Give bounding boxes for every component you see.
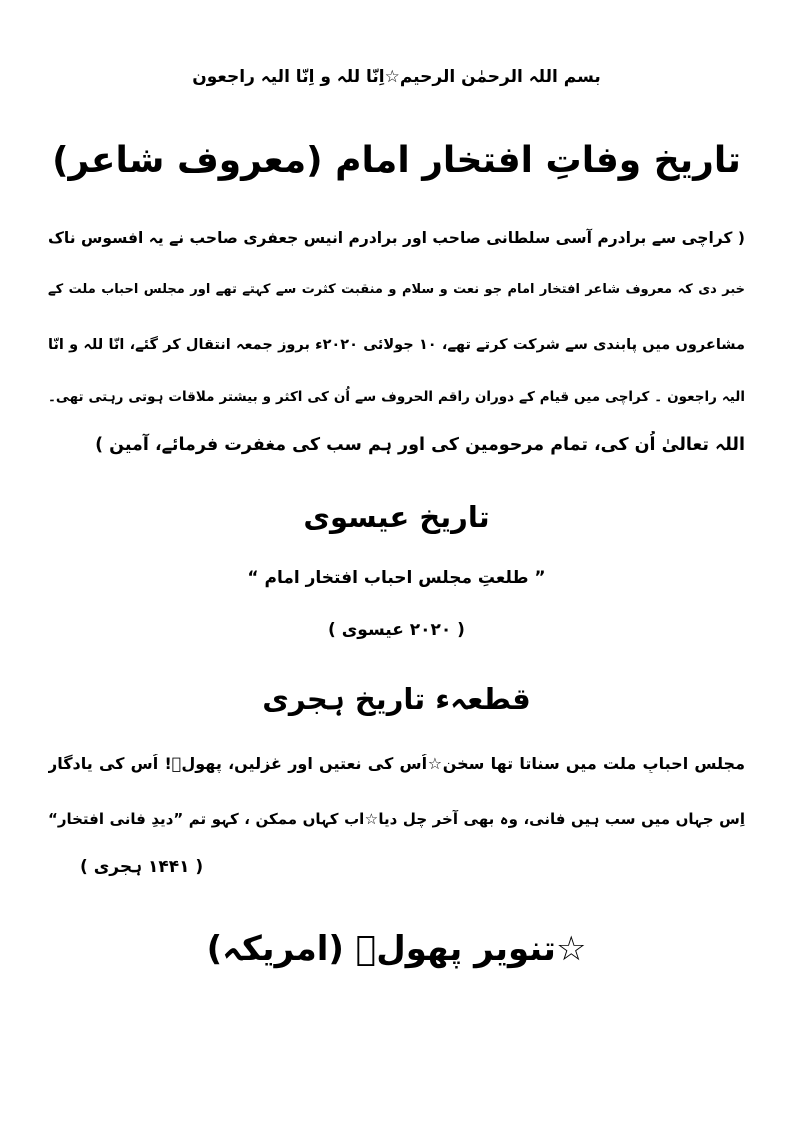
signature: ☆تنویر پھولؔ (امریکہ)	[206, 929, 587, 969]
hijri-heading: قطعہء تاریخ ہجری	[262, 682, 531, 716]
gregorian-phrase: ” طلعتِ مجلسِ احباب افتخار امام “	[247, 568, 546, 588]
intro-line-5: اللہ تعالیٰ اُن کی، تمام مرحومین کی اور ہم سب کی مغفرت فرمائے، آمین )	[95, 435, 745, 455]
intro-line-2: خبر دی کہ معروف شاعر افتخار امام جو نعت و سلام و منقبت کثرت سے کہتے تھے اور مجلس احباب ملت کے	[48, 282, 745, 297]
poem-line-1: مجلسِ احبابِ ملت میں سناتا تھا سخن☆اُس کی نعتیں اور غزلیں، پھولؔ! اُس کی یادگار	[48, 754, 745, 773]
gregorian-heading: تاریخ عیسوی	[303, 500, 490, 534]
poem-line-2: اِس جہاں میں سب ہیں فانی، وہ بھی آخر چل دیا☆اب کہاں ممکن ، کہو تم ”دیدِ فانی افتخار“	[48, 810, 745, 828]
intro-line-3: مشاعروں میں پابندی سے شرکت کرتے تھے، ۱۰ جولائی ۲۰۲۰ء بروز جمعہ انتقال کر گئے، انّا للہ و انّا	[48, 337, 745, 353]
hijri-year: ( ۱۴۴۱ ہجری )	[80, 857, 204, 877]
intro-line-4: الیہ راجعون ۔ کراچی میں قیام کے دوران راقم الحروف سے اُن کی اکثر و بیشتر ملاقات ہوتی رہتی تھی۔	[48, 389, 745, 405]
intro-line-1: ( کراچی سے برادرم آسی سلطانی صاحب اور برادرم انیس جعفری صاحب نے یہ افسوس ناک	[48, 229, 745, 247]
gregorian-year: ( ۲۰۲۰ عیسوی )	[328, 620, 465, 640]
page-title: تاریخِ وفاتِ افتخار امام (معروف شاعر)	[52, 140, 741, 181]
bismillah-line: بسم اللہ الرحمٰن الرحیم☆اِنّا للہ و اِنّا الیہ راجعون	[192, 67, 601, 87]
